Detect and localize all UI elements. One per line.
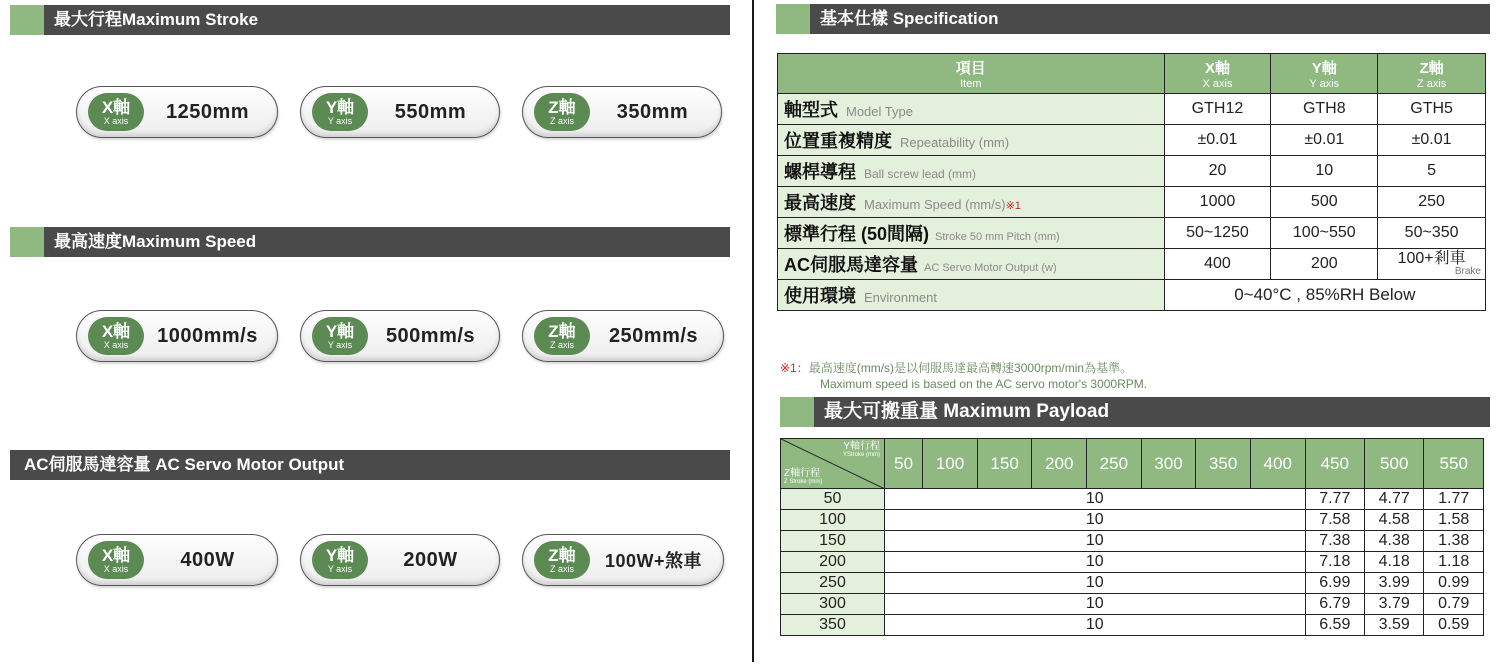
z-output-value: 100+剎車	[1397, 250, 1466, 267]
axis-badge	[534, 541, 590, 579]
spec-header-row	[778, 54, 1486, 94]
payload-col-header: 100	[923, 439, 978, 489]
pill-value: 500mm/s	[385, 324, 476, 347]
section-header-servo-output	[10, 450, 730, 480]
spec-value-y: 10	[1271, 156, 1378, 187]
spec-label	[778, 187, 1165, 218]
footnote-zh-line	[780, 360, 1147, 376]
label-en: Environment	[864, 290, 937, 305]
section-title: AC伺服馬達容量 AC Servo Motor Output	[24, 455, 345, 474]
payload-cell: 1.77	[1424, 489, 1484, 510]
header-en: X axis	[1202, 78, 1233, 90]
section-header-payload	[780, 397, 1490, 427]
corner-y-label	[843, 442, 880, 458]
payload-col-header: 300	[1141, 439, 1196, 489]
pill-value: 100W+煞車	[604, 551, 703, 571]
payload-cell: 6.79	[1305, 594, 1364, 615]
spec-value-x: GTH12	[1164, 94, 1271, 125]
payload-merged-cell: 10	[885, 594, 1306, 615]
header-zh: X軸	[1204, 60, 1230, 77]
pill-value: 1250mm	[165, 100, 250, 123]
header-en: Y axis	[1309, 78, 1340, 90]
payload-cell: 4.58	[1365, 510, 1424, 531]
payload-cell: 4.77	[1365, 489, 1424, 510]
label-zh: 標準行程 (50間隔)	[784, 224, 930, 244]
speed-x-pill	[76, 310, 278, 362]
spec-value-y: ±0.01	[1271, 125, 1378, 156]
footnote-zh: 最高速度(mm/s)是以伺服馬達最高轉速3000rpm/min為基準。	[808, 361, 1133, 375]
axis-zh: Z軸	[548, 545, 576, 565]
payload-merged-cell: 10	[885, 510, 1306, 531]
label-en: Maximum Speed (mm/s)	[864, 197, 1006, 212]
z-stroke-cell: 100	[781, 510, 885, 531]
section-title: 最高速度Maximum Speed	[54, 232, 257, 251]
axis-zh: Y軸	[325, 97, 355, 117]
payload-cell: 3.99	[1365, 573, 1424, 594]
z-stroke-cell: 350	[781, 615, 885, 636]
spec-footnote	[780, 360, 1147, 392]
payload-cell: 1.18	[1424, 552, 1484, 573]
axis-badge	[312, 93, 368, 131]
payload-row	[781, 531, 1484, 552]
payload-corner-cell	[781, 439, 885, 489]
spec-value-z: 5	[1378, 156, 1486, 187]
pill-value: 550mm	[394, 100, 467, 123]
axis-badge	[534, 317, 590, 355]
corner-z-label	[784, 469, 822, 485]
spec-value-y: 200	[1271, 249, 1378, 280]
payload-col-header: 250	[1087, 439, 1142, 489]
spec-header-z	[1378, 54, 1486, 94]
payload-col-header: 150	[977, 439, 1032, 489]
payload-cell: 7.77	[1305, 489, 1364, 510]
label-en: Repeatability (mm)	[900, 135, 1010, 150]
spec-value-x: 20	[1164, 156, 1271, 187]
output-y-pill	[300, 534, 500, 586]
axis-en: Y axis	[327, 115, 353, 126]
axis-zh: X軸	[101, 97, 131, 117]
label-en: Stroke 50 mm Pitch (mm)	[935, 231, 1060, 243]
spec-header-x	[1164, 54, 1271, 94]
axis-en: X axis	[103, 339, 129, 350]
header-accent	[776, 4, 810, 34]
spec-value-z	[1378, 249, 1486, 280]
payload-cell: 7.58	[1305, 510, 1364, 531]
brake-note: Brake	[1454, 266, 1481, 277]
axis-badge	[88, 317, 144, 355]
payload-cell: 7.38	[1305, 531, 1364, 552]
header-zh: Z軸	[1419, 60, 1444, 77]
axis-en: Z axis	[549, 563, 574, 574]
axis-zh: X軸	[101, 545, 131, 565]
payload-row	[781, 510, 1484, 531]
spec-label	[778, 249, 1165, 280]
z-stroke-cell: 150	[781, 531, 885, 552]
spec-value-x: 1000	[1164, 187, 1271, 218]
axis-badge	[534, 93, 590, 131]
payload-cell: 4.18	[1365, 552, 1424, 573]
section-header-max-speed	[10, 227, 730, 257]
axis-zh: Y軸	[325, 545, 355, 565]
stroke-z-pill	[522, 86, 722, 138]
pill-value: 200W	[403, 548, 458, 571]
label-zh: 最高速度	[784, 193, 856, 213]
z-stroke-cell: 200	[781, 552, 885, 573]
footnote-mark: ※1：	[780, 361, 809, 375]
spec-row-screw-lead	[778, 156, 1486, 187]
payload-cell: 6.59	[1305, 615, 1364, 636]
section-title: 最大行程Maximum Stroke	[54, 10, 259, 29]
stroke-x-pill	[76, 86, 278, 138]
axis-en: X axis	[103, 563, 129, 574]
label-en: Model Type	[846, 104, 913, 119]
payload-table	[780, 438, 1484, 636]
output-x-pill	[76, 534, 278, 586]
spec-value-x: 50~1250	[1164, 218, 1271, 249]
footnote-en: Maximum speed is based on the AC servo motor's 3000RPM.	[820, 377, 1148, 391]
header-en: Item	[960, 78, 982, 90]
spec-value-environment: 0~40°C , 85%RH Below	[1164, 280, 1485, 311]
spec-label	[778, 156, 1165, 187]
payload-col-header: 500	[1365, 439, 1424, 489]
payload-cell: 1.38	[1424, 531, 1484, 552]
payload-col-header: 200	[1032, 439, 1087, 489]
header-accent	[10, 5, 44, 35]
spec-label	[778, 125, 1165, 156]
payload-row	[781, 573, 1484, 594]
payload-cell: 3.59	[1365, 615, 1424, 636]
payload-cell: 0.79	[1424, 594, 1484, 615]
section-title: 最大可搬重量 Maximum Payload	[824, 401, 1110, 422]
spec-value-x: 400	[1164, 249, 1271, 280]
spec-header-y	[1271, 54, 1378, 94]
payload-cell: 7.18	[1305, 552, 1364, 573]
spec-header-item	[778, 54, 1165, 94]
spec-value-y: 100~550	[1271, 218, 1378, 249]
spec-value-z: GTH5	[1378, 94, 1486, 125]
header-zh: Y軸	[1311, 60, 1337, 77]
header-accent	[780, 397, 814, 427]
axis-zh: X軸	[101, 321, 131, 341]
label-zh: 螺桿導程	[784, 162, 856, 182]
pill-value: 350mm	[616, 100, 689, 123]
axis-badge	[88, 541, 144, 579]
spec-row-servo-output	[778, 249, 1486, 280]
speed-y-pill	[300, 310, 500, 362]
axis-zh: Y軸	[325, 321, 355, 341]
payload-col-header: 400	[1250, 439, 1305, 489]
column-divider	[752, 0, 754, 662]
payload-col-header: 450	[1305, 439, 1364, 489]
payload-merged-cell: 10	[885, 489, 1306, 510]
label-zh: 軸型式	[784, 100, 838, 120]
z-stroke-cell: 50	[781, 489, 885, 510]
payload-row	[781, 615, 1484, 636]
axis-zh: Z軸	[548, 321, 576, 341]
pill-value: 250mm/s	[608, 324, 699, 347]
label-zh: 使用環境	[784, 286, 856, 306]
payload-col-header: 50	[885, 439, 923, 489]
spec-value-z: 50~350	[1378, 218, 1486, 249]
payload-row	[781, 489, 1484, 510]
spec-value-y: 500	[1271, 187, 1378, 218]
corner-z-zh: Z軸行程	[784, 468, 821, 479]
label-en: AC Servo Motor Output (w)	[924, 262, 1057, 274]
axis-en: X axis	[103, 115, 129, 126]
spec-label	[778, 280, 1165, 311]
axis-badge	[88, 93, 144, 131]
spec-value-x: ±0.01	[1164, 125, 1271, 156]
payload-merged-cell: 10	[885, 573, 1306, 594]
spec-value-z: 250	[1378, 187, 1486, 218]
payload-header-row	[781, 439, 1484, 489]
spec-row-max-speed	[778, 187, 1486, 218]
corner-z-en: Z Stroke (mm)	[784, 479, 823, 485]
speed-z-pill	[522, 310, 724, 362]
axis-en: Y axis	[327, 339, 353, 350]
section-title: 基本仕樣 Specification	[820, 9, 999, 28]
section-header-specification	[776, 4, 1490, 34]
payload-cell: 3.79	[1365, 594, 1424, 615]
axis-zh: Z軸	[548, 97, 576, 117]
z-stroke-cell: 250	[781, 573, 885, 594]
header-zh: 項目	[955, 60, 986, 77]
corner-y-en: YStroke (mm)	[842, 452, 880, 458]
spec-value-z: ±0.01	[1378, 125, 1486, 156]
payload-col-header: 350	[1196, 439, 1251, 489]
payload-cell: 0.59	[1424, 615, 1484, 636]
label-zh: AC伺服馬達容量	[784, 255, 918, 275]
payload-merged-cell: 10	[885, 552, 1306, 573]
z-stroke-cell: 300	[781, 594, 885, 615]
footnote-mark: ※1	[1005, 200, 1021, 212]
pill-value: 400W	[180, 548, 235, 571]
spec-row-repeatability	[778, 125, 1486, 156]
axis-en: Z axis	[549, 115, 574, 126]
output-z-pill	[522, 534, 724, 586]
spec-table	[777, 53, 1486, 311]
payload-merged-cell: 10	[885, 615, 1306, 636]
pill-value: 1000mm/s	[157, 324, 258, 347]
label-en: Ball screw lead (mm)	[864, 167, 977, 181]
payload-cell: 4.38	[1365, 531, 1424, 552]
corner-y-zh: Y軸行程	[843, 441, 880, 452]
stroke-y-pill	[300, 86, 500, 138]
axis-en: Z axis	[549, 339, 574, 350]
payload-cell: 1.58	[1424, 510, 1484, 531]
label-zh: 位置重複精度	[784, 131, 892, 151]
header-en: Z axis	[1416, 78, 1447, 90]
header-accent	[10, 227, 44, 257]
payload-col-header: 550	[1424, 439, 1484, 489]
section-header-max-stroke	[10, 5, 730, 35]
payload-row	[781, 594, 1484, 615]
payload-cell: 0.99	[1424, 573, 1484, 594]
axis-en: Y axis	[327, 563, 353, 574]
axis-badge	[312, 541, 368, 579]
payload-row	[781, 552, 1484, 573]
payload-merged-cell: 10	[885, 531, 1306, 552]
payload-cell: 6.99	[1305, 573, 1364, 594]
spec-row-stroke	[778, 218, 1486, 249]
spec-row-model-type	[778, 94, 1486, 125]
axis-badge	[312, 317, 368, 355]
spec-value-y: GTH8	[1271, 94, 1378, 125]
spec-label	[778, 94, 1165, 125]
spec-row-environment	[778, 280, 1486, 311]
spec-label	[778, 218, 1165, 249]
